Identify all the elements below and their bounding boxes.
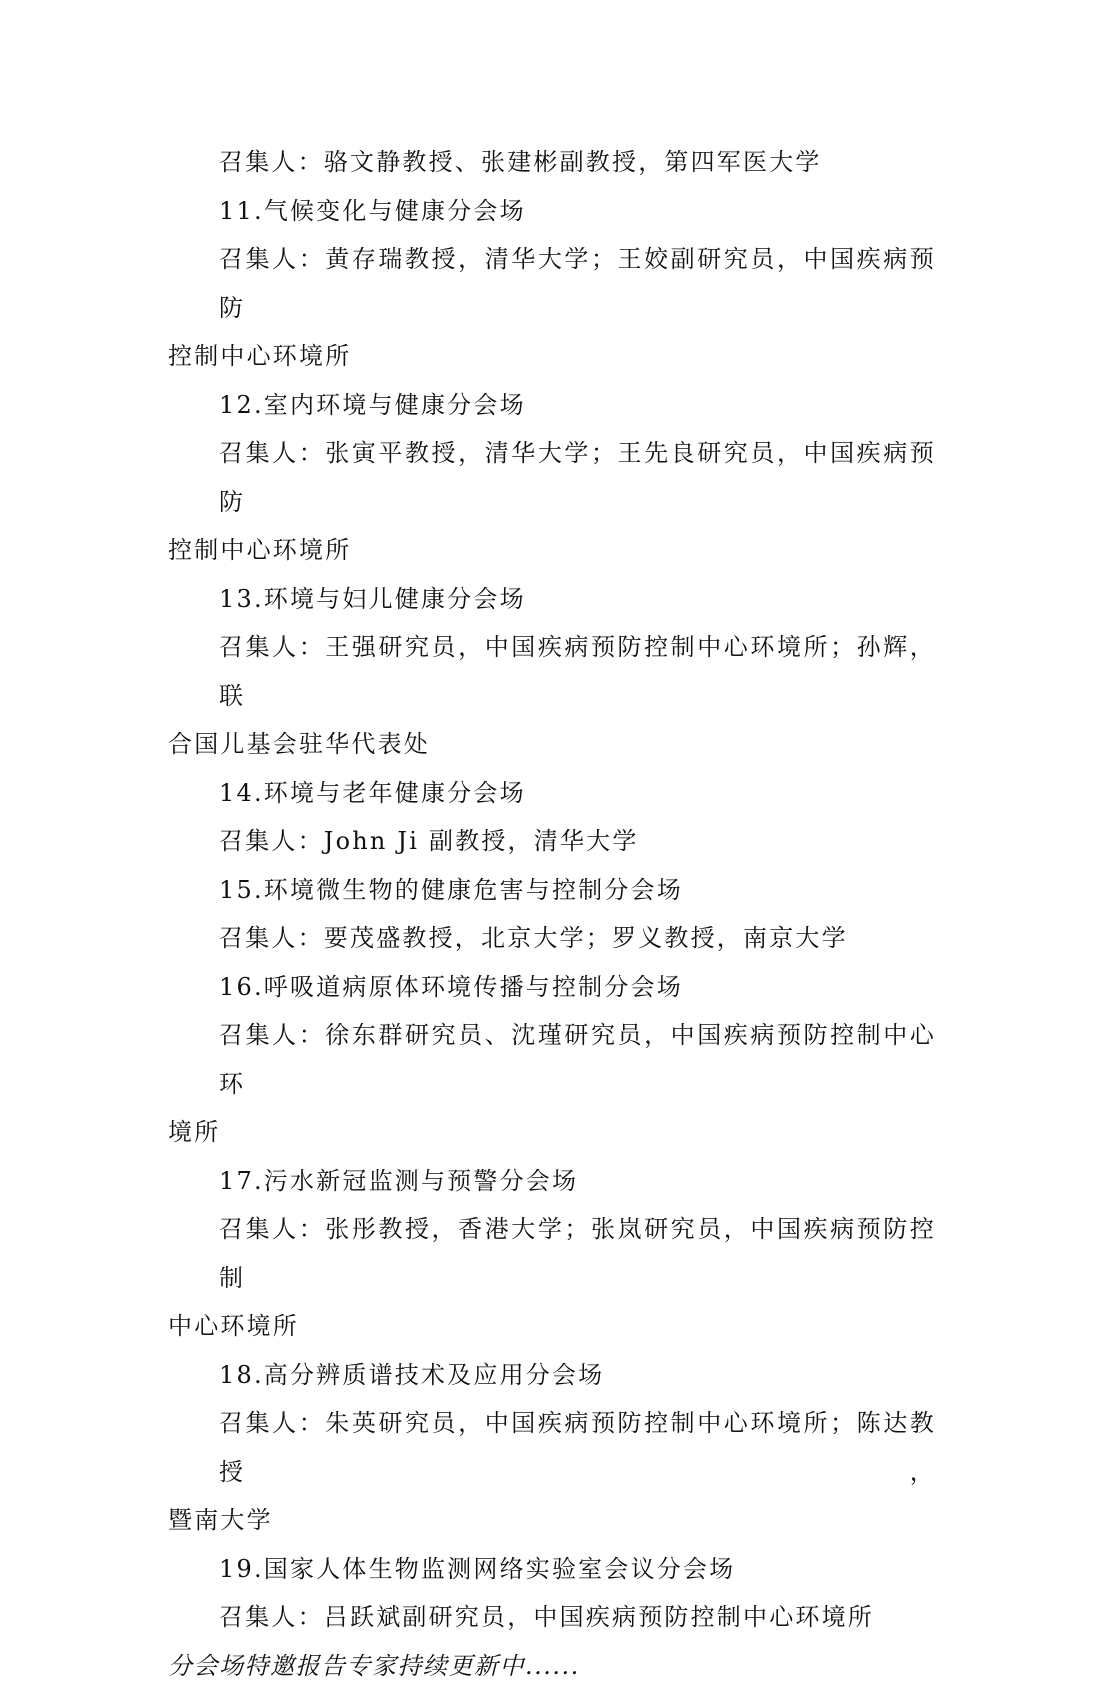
update-note: 分会场特邀报告专家持续更新中......: [168, 1642, 936, 1690]
convener-line-11: 召集人：黄存瑞教授，清华大学；王姣副研究员，中国疾病预防: [168, 235, 936, 332]
convener-line-14: 召集人：John Ji 副教授，清华大学: [168, 817, 936, 866]
session-heading-14: 14.环境与老年健康分会场: [168, 769, 936, 818]
document-body: [168, 138, 936, 1690]
convener-line-16-cont: 境所: [168, 1108, 936, 1157]
session-heading-16: 16.呼吸道病原体环境传播与控制分会场: [168, 963, 936, 1012]
convener-line-13: 召集人：王强研究员，中国疾病预防控制中心环境所；孙辉，联: [168, 623, 936, 720]
session-heading-15: 15.环境微生物的健康危害与控制分会场: [168, 866, 936, 915]
session-heading-12: 12.室内环境与健康分会场: [168, 381, 936, 430]
session-heading-18: 18.高分辨质谱技术及应用分会场: [168, 1351, 936, 1400]
convener-line-16: 召集人：徐东群研究员、沈瑾研究员，中国疾病预防控制中心环: [168, 1011, 936, 1108]
convener-line-18: 召集人：朱英研究员，中国疾病预防控制中心环境所；陈达教授，: [168, 1399, 936, 1496]
convener-line-11-cont: 控制中心环境所: [168, 332, 936, 381]
convener-line-17-cont: 中心环境所: [168, 1302, 936, 1351]
session-heading-17: 17.污水新冠监测与预警分会场: [168, 1157, 936, 1206]
convener-line-17: 召集人：张彤教授，香港大学；张岚研究员，中国疾病预防控制: [168, 1205, 936, 1302]
session-heading-11: 11.气候变化与健康分会场: [168, 187, 936, 236]
convener-line-10: 召集人：骆文静教授、张建彬副教授，第四军医大学: [168, 138, 936, 187]
convener-line-15: 召集人：要茂盛教授，北京大学；罗义教授，南京大学: [168, 914, 936, 963]
convener-line-12-cont: 控制中心环境所: [168, 526, 936, 575]
session-heading-13: 13.环境与妇儿健康分会场: [168, 575, 936, 624]
convener-line-18-cont: 暨南大学: [168, 1496, 936, 1545]
convener-line-13-cont: 合国儿基会驻华代表处: [168, 720, 936, 769]
convener-line-19: 召集人：吕跃斌副研究员，中国疾病预防控制中心环境所: [168, 1593, 936, 1642]
convener-line-12: 召集人：张寅平教授，清华大学；王先良研究员，中国疾病预防: [168, 429, 936, 526]
session-heading-19: 19.国家人体生物监测网络实验室会议分会场: [168, 1545, 936, 1594]
